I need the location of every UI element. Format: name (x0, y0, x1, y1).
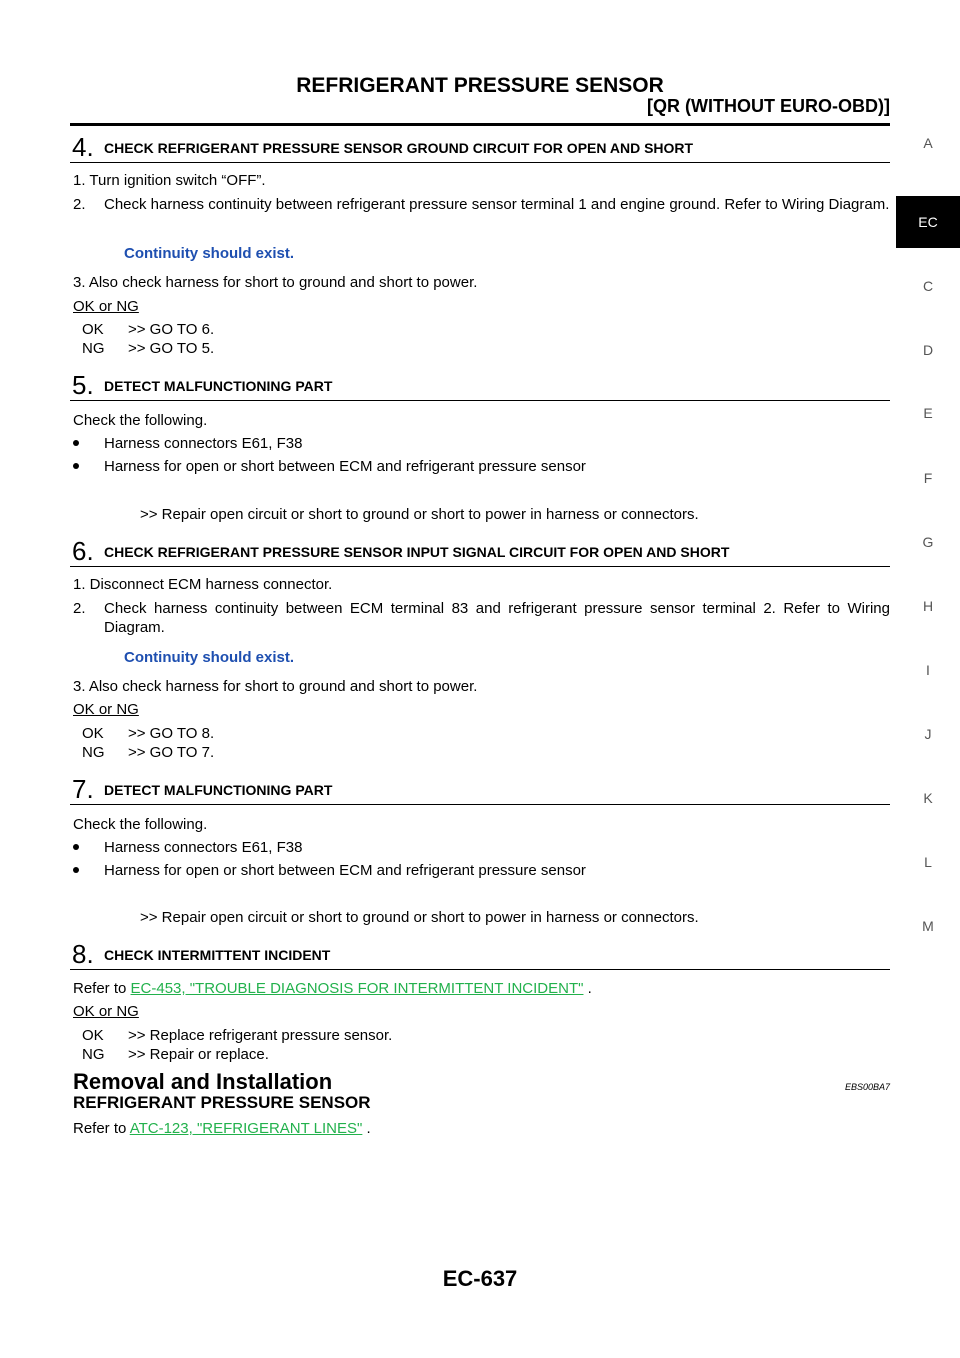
link-ec-453[interactable]: EC-453, "TROUBLE DIAGNOSIS FOR INTERMITTENT INCIDENT" (130, 980, 584, 997)
step-number: 7. (72, 774, 94, 804)
tab-l[interactable]: L (924, 854, 932, 870)
tab-h[interactable]: H (922, 598, 934, 614)
step-6-ng-result: NG >> GO TO 7. (82, 744, 215, 761)
step-4-item-2 (73, 195, 890, 214)
step-6-item-2 (73, 599, 890, 637)
step-4-item-1: 1. Turn ignition switch “OFF”. (73, 172, 266, 189)
step-number: 4. (72, 132, 94, 162)
tab-e[interactable]: E (923, 405, 933, 421)
tab-i[interactable]: I (926, 662, 930, 678)
tab-j[interactable]: J (924, 726, 932, 742)
page-number: EC-637 (442, 1266, 518, 1291)
step-number: 5. (72, 370, 94, 400)
item-number: 2. (73, 600, 86, 617)
item-text: Check harness continuity between refrigerant pressure sensor terminal 1 and engine ground. Refer to Wiring Diagram. (104, 196, 890, 213)
step-8-ng-result: NG >> Repair or replace. (82, 1046, 269, 1063)
tab-d[interactable]: D (922, 342, 934, 358)
page-title: REFRIGERANT PRESSURE SENSOR (296, 74, 664, 97)
tab-k[interactable]: K (923, 790, 933, 806)
step-4-ok-ng-label: OK or NG (73, 298, 139, 315)
removal-refer: Refer to ATC-123, "REFRIGERANT LINES" . (73, 1120, 371, 1137)
header-rule (70, 123, 890, 126)
step-heading: DETECT MALFUNCTIONING PART (104, 782, 333, 798)
tab-f[interactable]: F (923, 470, 933, 486)
step-7-result: >> Repair open circuit or short to ground or short to power in harness or connectors. (140, 909, 699, 926)
step-heading: DETECT MALFUNCTIONING PART (104, 378, 333, 394)
bullet-dot (73, 463, 79, 469)
section-heading: Removal and Installation (73, 1069, 333, 1094)
step-4-ng-result: NG >> GO TO 5. (82, 340, 215, 357)
step-4-header (70, 132, 890, 163)
step-6-header (70, 536, 890, 567)
bullet-dot (73, 440, 79, 446)
step-6-item-3: 3. Also check harness for short to ground and short to power. (73, 678, 478, 695)
step-4-ok-result: OK >> GO TO 6. (82, 321, 215, 338)
step-heading: CHECK INTERMITTENT INCIDENT (104, 947, 331, 963)
step-5-result: >> Repair open circuit or short to ground or short to power in harness or connectors. (140, 506, 699, 523)
step-6-spec: Continuity should exist. (124, 649, 295, 666)
item-number: 2. (73, 196, 86, 213)
step-8-header (70, 939, 890, 970)
step-4-item-3: 3. Also check harness for short to ground and short to power. (73, 274, 478, 291)
tab-c[interactable]: C (922, 278, 934, 294)
step-heading: CHECK REFRIGERANT PRESSURE SENSOR INPUT SIGNAL CIRCUIT FOR OPEN AND SHORT (104, 544, 730, 560)
bullet-dot (73, 867, 79, 873)
subsection-heading: REFRIGERANT PRESSURE SENSOR (73, 1093, 371, 1112)
tab-a[interactable]: A (923, 135, 933, 151)
step-6-item-1: 1. Disconnect ECM harness connector. (73, 576, 333, 593)
tab-g[interactable]: G (922, 534, 934, 550)
step-heading: CHECK REFRIGERANT PRESSURE SENSOR GROUND CIRCUIT FOR OPEN AND SHORT (104, 140, 694, 156)
item-text: Check harness continuity between ECM terminal 83 and refrigerant pressure sensor terminal 2. Refer to Wiring Diagram. (104, 600, 890, 636)
bullet-dot (73, 844, 79, 850)
step-5-intro: Check the following. (73, 412, 208, 429)
section-code: EBS00BA7 (844, 1082, 890, 1092)
step-7-header (70, 774, 890, 805)
step-8-ok-result: OK >> Replace refrigerant pressure sensor. (82, 1027, 393, 1044)
step-4-spec: Continuity should exist. (124, 245, 295, 262)
step-6-ok-ng-label: OK or NG (73, 701, 139, 718)
step-number: 8. (72, 939, 94, 969)
step-8-refer: Refer to EC-453, "TROUBLE DIAGNOSIS FOR INTERMITTENT INCIDENT" . (73, 980, 592, 997)
step-7-intro: Check the following. (73, 816, 208, 833)
step-5-header (70, 370, 890, 401)
page-subtitle: [QR (WITHOUT EURO-OBD)] (647, 96, 890, 116)
tab-m[interactable]: M (922, 918, 934, 934)
step-8-ok-ng-label: OK or NG (73, 1003, 139, 1020)
step-6-ok-result: OK >> GO TO 8. (82, 725, 215, 742)
tab-ec[interactable]: EC (896, 196, 960, 248)
step-number: 6. (72, 536, 94, 566)
link-atc-123[interactable]: ATC-123, "REFRIGERANT LINES" (129, 1120, 363, 1137)
